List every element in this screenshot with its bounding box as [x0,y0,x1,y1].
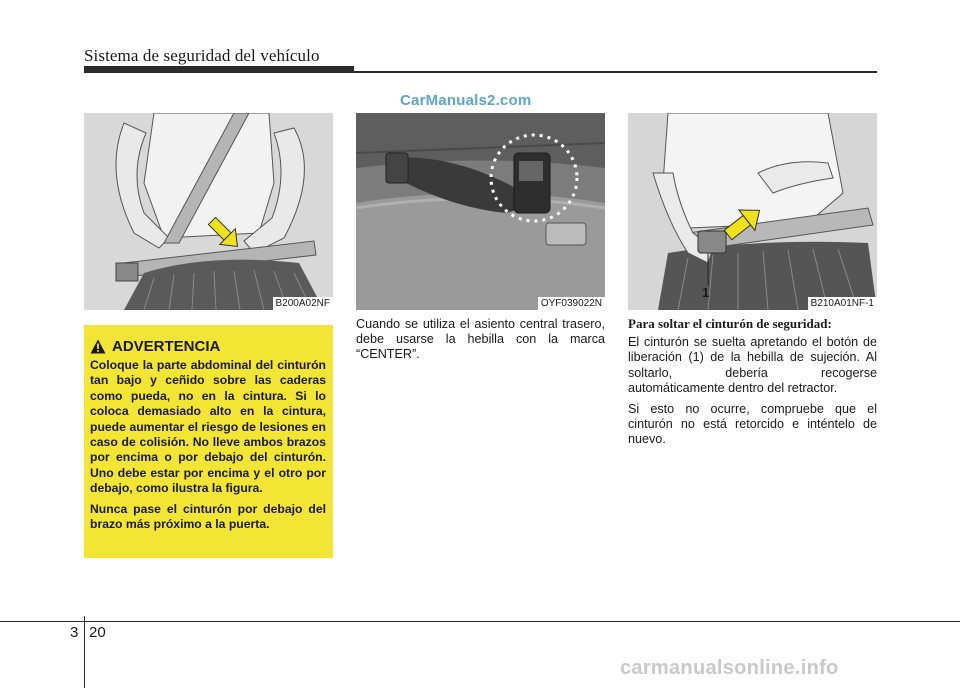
watermark-top[interactable]: CarManuals2.com [400,92,532,109]
chapter-number: 3 [70,624,79,641]
release-belt-illustration [628,113,877,310]
warning-box [84,325,333,558]
watermark-bottom[interactable]: carmanualsonline.info [620,657,839,679]
warning-title: ADVERTENCIA [112,338,221,355]
warning-text [90,358,326,537]
release-heading: Para soltar el cinturón de seguridad: [628,316,832,331]
page-number: 20 [89,624,106,641]
figure-code-left: B200A02NF [273,297,333,310]
header-rule [84,71,877,73]
warning-paragraph-2: Nunca pase el cinturón por debajo del brazo más próximo a la puerta. [90,501,326,532]
warning-triangle-icon [90,339,106,354]
footer-rule [0,621,960,622]
figure-code-middle: OYF039022N [538,297,605,310]
figure-lap-belt [84,113,333,310]
lap-belt-illustration [84,113,333,310]
release-paragraph-1: El cinturón se suelta apretando el botón de liberación (1) de la hebilla de sujeción. Al soltarlo, debería recogerse automáticamente dentro del retractor. [628,335,877,395]
center-buckle-paragraph: Cuando se utiliza el asiento central trasero, debe usarse la hebilla con la marca “CENTER”. [356,317,605,362]
page-header-title: Sistema de seguridad del vehículo [84,46,320,65]
middle-column-text [356,317,605,369]
warning-header [90,338,220,355]
figure-release-belt [628,113,877,310]
right-column-text [628,316,877,454]
figure-center-buckle [356,113,605,310]
figure-code-right: B210A01NF-1 [808,297,877,310]
callout-number: 1 [702,285,710,300]
footer-divider [84,616,85,688]
center-buckle-illustration [356,113,605,310]
warning-paragraph-1: Coloque la parte abdominal del cinturón tan bajo y ceñido sobre las caderas como pueda, no en la cintura. Si lo coloca demasiado alto en la cintura, puede aumentar el riesgo de lesiones en caso de colisión. No lleve ambos brazos por encima o por debajo del cinturón. Uno debe estar por encima y el otro por debajo, como ilustra la figura. [90,358,326,496]
release-paragraph-2: Si esto no ocurre, compruebe que el cinturón no está retorcido e inténtelo de nuevo. [628,402,877,447]
